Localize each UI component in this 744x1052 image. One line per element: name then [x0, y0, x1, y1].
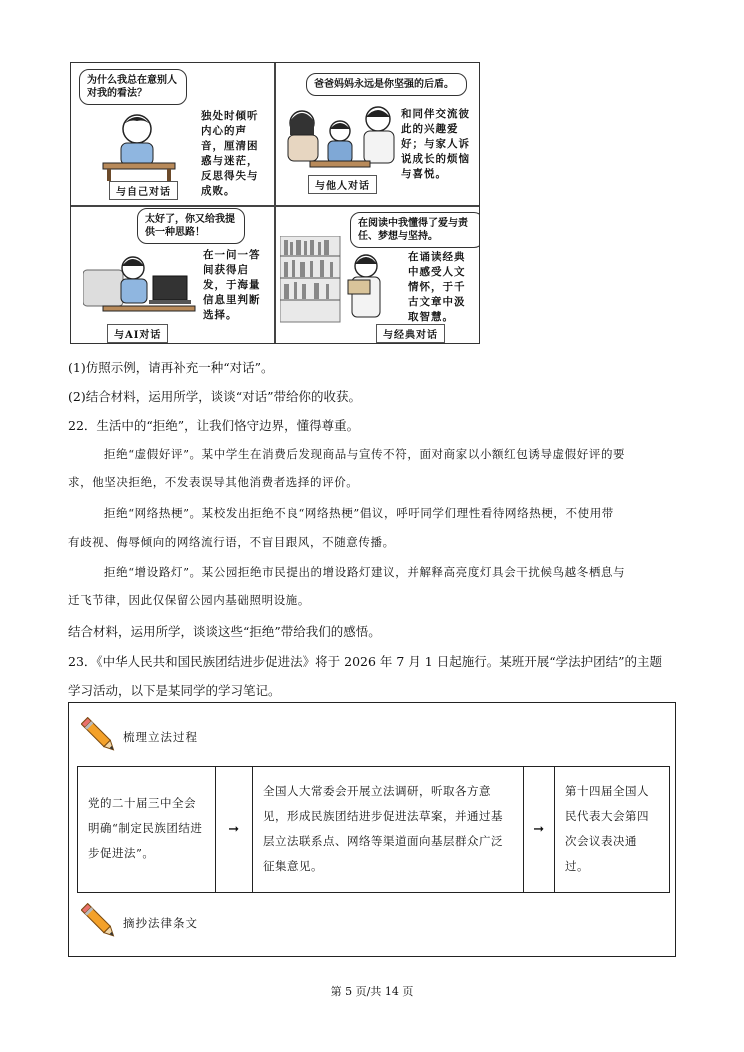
material-paragraph: 有歧视、侮辱倾向的网络流行语，不盲目跟风，不随意传播。	[68, 535, 395, 549]
comic-panel-ai	[71, 206, 274, 347]
arrow-icon: ➞	[524, 767, 555, 892]
process-step-2: 全国人大常委会开展立法调研，听取各方意见，形成民族团结进步促进法草案，并通过基层立法联系点、网络等渠道面向基层群众广泛征集意见。	[253, 767, 524, 892]
page-number: 第 5 页/共 14 页	[330, 985, 414, 998]
speech-bubble: 爸爸妈妈永远是你坚强的后盾。	[306, 73, 467, 96]
arrow-icon: ➞	[216, 767, 253, 892]
speech-bubble: 为什么我总在意别人对我的看法？	[79, 69, 187, 105]
question-22-stem: 22．生活中的“拒绝”，让我们恪守边界，懂得尊重。	[68, 418, 360, 433]
pencil-icon	[81, 903, 117, 941]
panel-caption: 与AI对话	[107, 324, 168, 343]
question-21-part-2: (2)结合材料，运用所学，谈谈“对话”带给你的收获。	[68, 389, 361, 404]
comic-panel-classics	[276, 206, 479, 347]
process-step-1: 党的二十届三中全会明确“制定民族团结进步促进法”。	[78, 767, 216, 892]
boy-reading-bookshelf-illustration	[280, 236, 400, 326]
pencil-icon	[81, 717, 117, 755]
panel-caption: 与经典对话	[376, 324, 445, 343]
material-paragraph: 拒绝“虚假好评”。某中学生在消费后发现商品与宣传不符，面对商家以小额红包诱导虚假好评的要	[104, 447, 626, 461]
comic-panel-self	[71, 63, 274, 204]
question-22-ask: 结合材料，运用所学，谈谈这些“拒绝”带给我们的感悟。	[68, 624, 381, 639]
question-21-part-1: (1)仿照示例，请再补充一种“对话”。	[68, 360, 274, 375]
narration-text: 在诵读经典中感受人文情怀，于千古文章中汲取智慧。	[408, 251, 466, 323]
material-paragraph: 拒绝“增设路灯”。某公园拒绝市民提出的增设路灯建议，并解释高亮度灯具会干扰候鸟越冬栖息与	[104, 565, 626, 579]
study-notes-box	[68, 702, 676, 957]
material-paragraph: 拒绝“网络热梗”。某校发出拒绝不良“网络热梗”倡议，呼吁同学们理性看待网络热梗，不使用带	[104, 506, 614, 520]
narration-text: 和同伴交流彼此的兴趣爱好；与家人诉说成长的烦恼与喜悦。	[401, 108, 470, 180]
question-23-stem: 学习活动，以下是某同学的学习笔记。	[68, 683, 281, 698]
boy-thinking-illustration	[99, 111, 179, 181]
material-paragraph: 迁飞节律，因此仅保留公园内基础照明设施。	[68, 593, 310, 607]
panel-caption: 与自己对话	[109, 181, 178, 200]
boy-laptop-illustration	[83, 250, 198, 320]
process-step-3: 第十四届全国人民代表大会第四次会议表决通过。	[565, 784, 649, 873]
comic-figure	[70, 62, 480, 344]
speech-bubble: 在阅读中我懂得了爱与责任、梦想与坚持。	[350, 212, 479, 248]
panel-caption: 与他人对话	[308, 175, 377, 194]
notes-heading-legislative-process: 梳理立法过程	[123, 730, 198, 744]
narration-text: 在一问一答间获得启发，于海量信息里判断选择。	[203, 249, 261, 321]
narration-text: 独处时倾听内心的声音，厘清困惑与迷茫，反思得失与成败。	[201, 110, 259, 197]
legislative-process-flow	[77, 766, 670, 893]
family-illustration	[280, 101, 400, 179]
question-23-stem: 23．《中华人民共和国民族团结进步促进法》将于 2026 年 7 月 1 日起施行。某班开展“学法护团结”的主题	[68, 654, 662, 669]
notes-heading-law-excerpt: 摘抄法律条文	[123, 916, 198, 930]
comic-panel-others	[276, 63, 479, 204]
speech-bubble: 太好了，你又给我提供一种思路！	[137, 208, 245, 244]
material-paragraph: 求，他坚决拒绝，不发表误导其他消费者选择的评价。	[68, 475, 359, 489]
